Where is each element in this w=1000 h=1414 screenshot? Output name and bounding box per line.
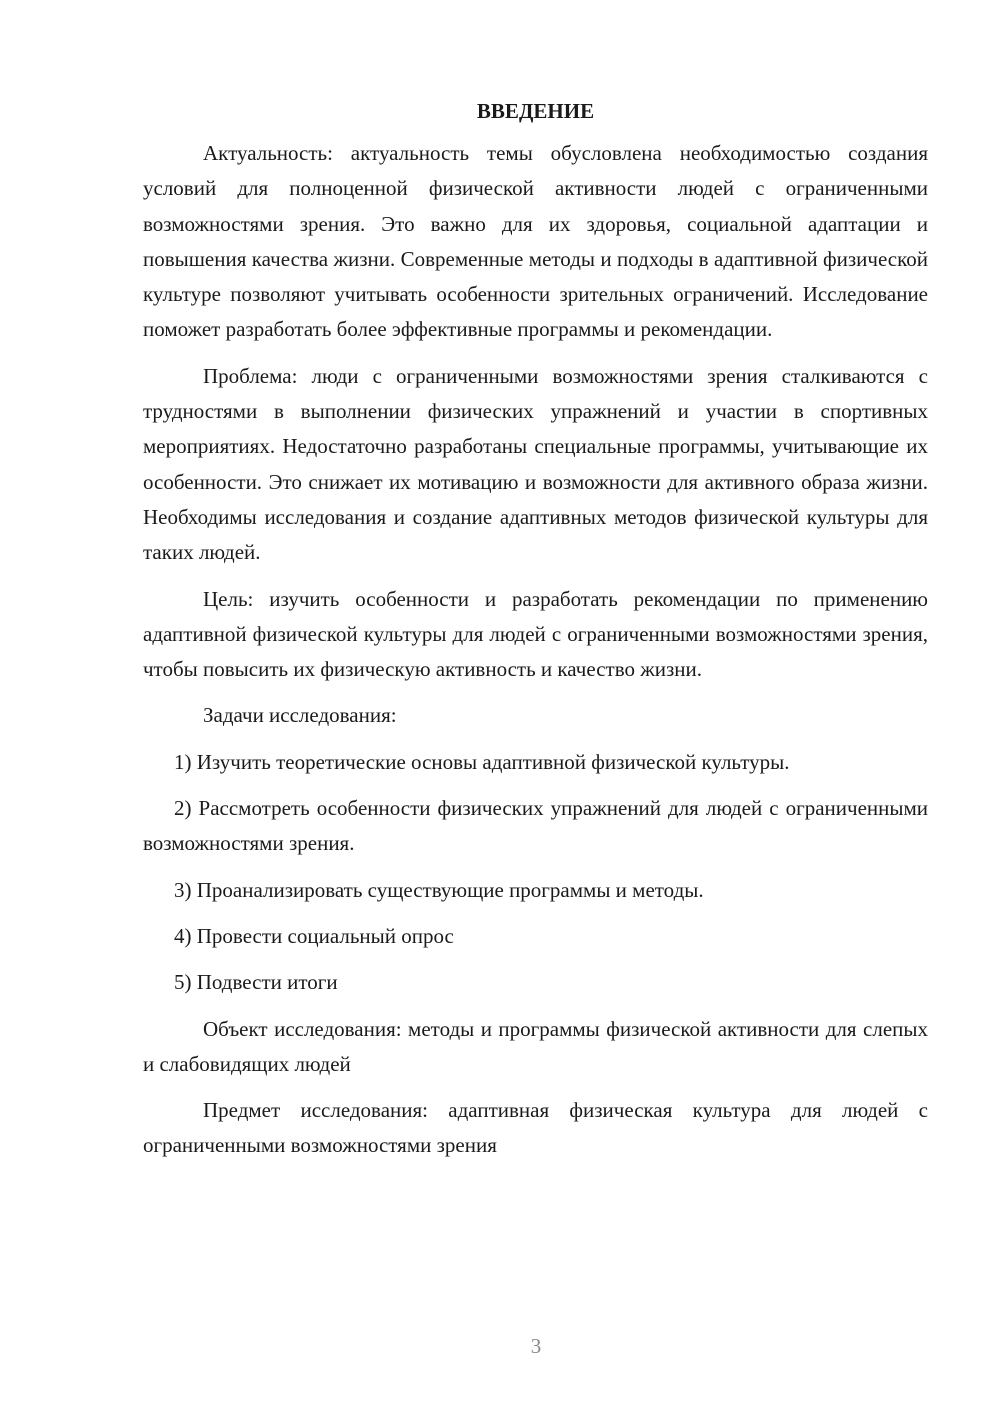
- paragraph-object: Объект исследования: методы и программы физической активности для слепых и слабовидящих людей: [143, 1016, 928, 1076]
- task-item: 1) Изучить теоретические основы адаптивной физической культуры.: [174, 749, 790, 774]
- paragraph-goal: Цель: изучить особенности и разработать рекомендации по применению адаптивной физической культуры для людей с ограниченными возможностями зрения, чтобы повысить их физическую активность и качество жизни.: [143, 586, 928, 682]
- document-body: [143, 96, 928, 1175]
- paragraph-relevance: Актуальность: актуальность темы обусловлена необходимостью создания условий для полноценной физической активности людей с ограниченными возможностями зрения. Это важно для их здоровья, социальной адаптации и повышения качества жизни. Современные методы и подходы в адаптивной физической культуре позволяют учитывать особенности зрительных ограничений. Исследование поможет разработать более эффективные программы и рекомендации.: [143, 141, 928, 342]
- section-title: ВВЕДЕНИЕ: [476, 99, 595, 123]
- task-item: 3) Проанализировать существующие программы и методы.: [174, 877, 704, 902]
- page-number: 3: [530, 1334, 542, 1358]
- task-item: 4) Провести социальный опрос: [174, 923, 454, 948]
- task-item: 5) Подвести итоги: [174, 970, 338, 995]
- paragraph-subject: Предмет исследования: адаптивная физическая культура для людей с ограниченными возможностями зрения: [143, 1098, 928, 1158]
- paragraph-problem: Проблема: люди с ограниченными возможностями зрения сталкиваются с трудностями в выполнении физических упражнений и участии в спортивных мероприятиях. Недостаточно разработаны специальные программы, учитывающие их особенности. Это снижает их мотивацию и возможности для активного образа жизни. Необходимы исследования и создание адаптивных методов физической культуры для таких людей.: [143, 363, 928, 565]
- task-item: 2) Рассмотреть особенности физических упражнений для людей с ограниченными возможностями зрения.: [143, 796, 928, 856]
- tasks-heading: Задачи исследования:: [203, 703, 397, 728]
